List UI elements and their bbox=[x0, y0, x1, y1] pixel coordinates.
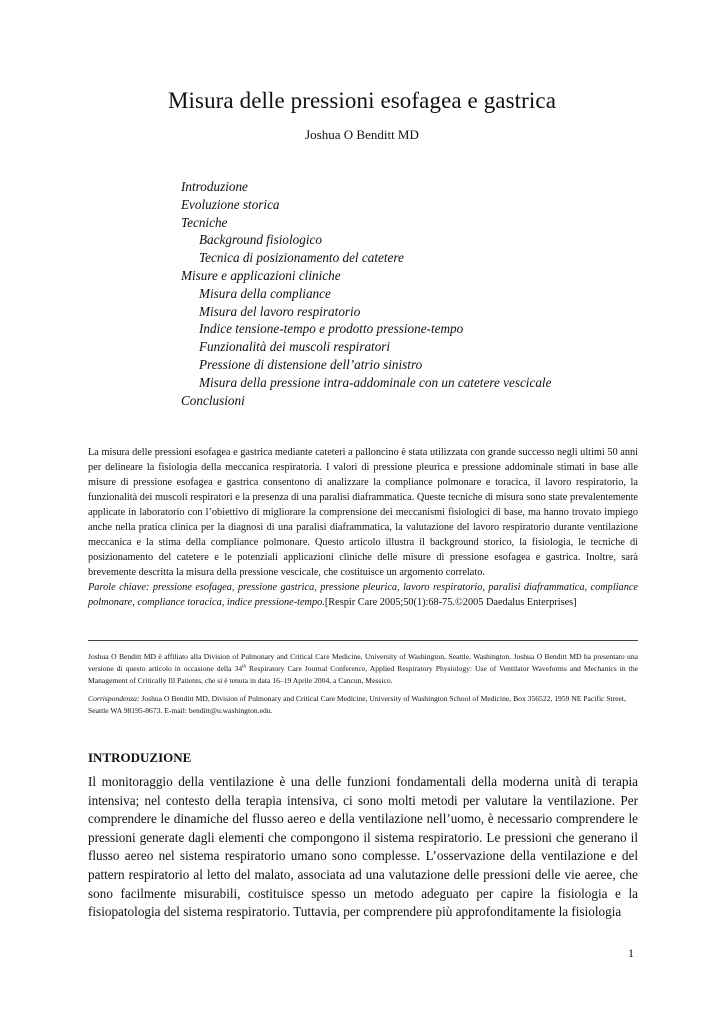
correspondence-note bbox=[88, 693, 638, 717]
paper-title: Misura delle pressioni esofagea e gastrica bbox=[167, 88, 557, 113]
toc-subitem: Indice tensione-tempo e prodotto pressione-tempo bbox=[199, 321, 464, 337]
affiliation-text-continued: Respiratory Care Journal Conference, Applied Respiratory Physiology: Use of Ventilator Waveforms and Mechanics in the Management of Critically Ill Patients, che si è tenuta in data 16–19 Aprile 2004, a Cancun, Messico. bbox=[88, 664, 638, 685]
toc-subitem: Tecnica di posizionamento del catetere bbox=[199, 250, 404, 266]
toc-item: Misure e applicazioni cliniche bbox=[181, 267, 341, 283]
toc-item: Evoluzione storica bbox=[181, 196, 280, 212]
toc-item: Tecniche bbox=[181, 214, 228, 230]
ordinal-superscript: th bbox=[242, 664, 246, 670]
affiliation-note bbox=[88, 651, 638, 687]
body-paragraph: Il monitoraggio della ventilazione è una delle funzioni fondamentali della moderna unità di terapia intensiva; nel contesto della terapia intensiva, ci sono molti metodi per valutare la ventilazione. Per comprendere le dinamiche del flusso aereo e della ventilazione nell’uomo, è necessario comprendere le pressioni generate dagli elementi che compongono il sistema respiratorio. Le pressioni che generano il flusso aereo nel sistema respiratorio umano sono complesse. L’osservazione della ventilazione e del pattern respiratorio al letto del malato, associata ad una valutazione delle pressioni delle vie aeree, che sono facilmente misurabili, costituisce spesso un metodo adeguato per capire la fisiologia e la fisiopatologia del sistema respiratorio. Tuttavia, per comprendere più approfonditamente la fisiologia bbox=[88, 774, 638, 920]
toc-subitem: Funzionalità dei muscoli respiratori bbox=[199, 339, 391, 355]
affiliation-text: Joshua O Benditt MD è affiliato alla Division of Pulmonary and Critical Care Medicine, University of Washington, Seattle, Washington. Joshua O Benditt MD ha presentato una versione di questo articolo in occasione della 34 bbox=[88, 652, 638, 673]
toc-subitem: Misura della compliance bbox=[199, 285, 331, 301]
correspondence-label: Corrispondenza: bbox=[88, 694, 140, 703]
keywords-label: Parole chiave: bbox=[88, 582, 150, 593]
toc-item: Conclusioni bbox=[181, 392, 245, 408]
keywords-list: pressione esofagea, pressione gastrica, pressione pleurica, lavoro respiratorio, paralisi diaframmatica, compliance polmonare, compliance toracica, indice pressione-tempo. bbox=[88, 582, 638, 608]
author-name: Joshua O Benditt MD bbox=[305, 127, 419, 142]
body-text bbox=[88, 773, 638, 922]
toc-subitem: Pressione di distensione dell’atrio sinistro bbox=[199, 356, 423, 372]
toc-subitem: Background fisiologico bbox=[199, 232, 322, 248]
abstract bbox=[88, 445, 638, 610]
toc-subitem: Misura del lavoro respiratorio bbox=[199, 303, 361, 319]
keywords-line bbox=[88, 580, 638, 610]
toc-item: Introduzione bbox=[181, 179, 248, 194]
section-heading: INTRODUZIONE bbox=[88, 750, 192, 765]
citation: [Respir Care 2005;50(1):68-75.©2005 Daedalus Enterprises] bbox=[324, 597, 577, 608]
toc-subitem: Misura della pressione intra-addominale con un catetere vescicale bbox=[199, 374, 552, 390]
divider bbox=[88, 640, 638, 641]
abstract-text: La misura delle pressioni esofagea e gastrica mediante cateteri a palloncino è stata utilizzata con grande successo negli ultimi 50 anni per delineare la fisiologia della meccanica respiratoria. I valori di pressione pleurica e pressione addominale stimati in base alle misure di pressione esofagea e gastrica consentono di analizzare la compliance polmonare e toracica, il lavoro respiratorio, la funzionalità dei muscoli respiratori e la presenza di una paralisi diaframmatica. Queste tecniche di misura sono state prevalentemente applicate in laboratorio con l’obiettivo di migliorare la comprensione dei meccanismi fisiologici di base, ma hanno trovato impiego anche nella pratica clinica per la diagnosi di una paralisi diaframmatica, la valutazione del lavoro respiratorio durante ventilazione meccanica e la stima della compliance polmonare. Questo articolo illustra il background storico, la fisiologia, le tecniche di posizionamento del catetere e le potenziali applicazioni cliniche delle misure di pressione esofagea e gastrica. Inoltre, sarà brevemente descritta la misura della pressione vescicale, che costituisce un argomento correlato. bbox=[88, 447, 638, 578]
table-of-contents bbox=[181, 178, 551, 409]
page-number: 1 bbox=[628, 946, 634, 960]
correspondence-text: Joshua O Benditt MD, Division of Pulmonary and Critical Care Medicine, University of Washington School of Medicine, Box 356522, 1959 NE Pacific Street, Seattle WA 98195-8673. E-mail: benditt@u.washington.edu. bbox=[88, 694, 626, 715]
